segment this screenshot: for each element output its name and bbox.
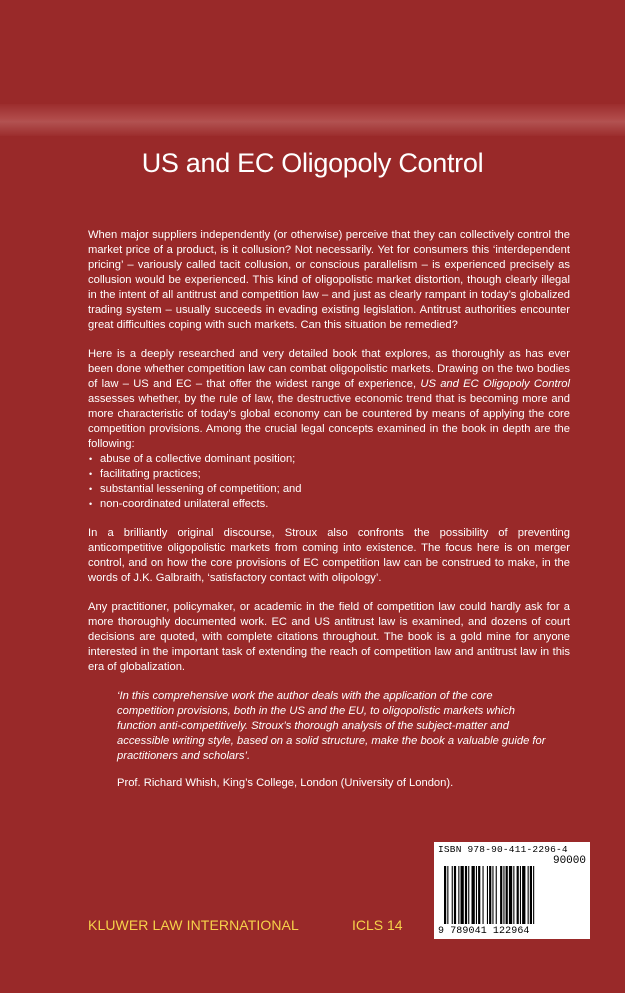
book-title: US and EC Oligopoly Control — [141, 148, 484, 178]
list-item: • non-coordinated unilateral effects. — [88, 497, 570, 512]
publisher-name: KLUWER LAW INTERNATIONAL — [88, 917, 299, 933]
list-item: • abuse of a collective dominant position; — [88, 452, 570, 467]
series-code: ICLS 14 — [352, 917, 403, 933]
list-item: • facilitating practices; — [88, 467, 570, 482]
ean-digits: 9 789041 122964 — [438, 926, 530, 937]
price-code: 90000 — [552, 855, 586, 867]
isbn-barcode — [434, 842, 590, 939]
barcode-bars — [444, 866, 580, 924]
isbn-text: ISBN 978-90-411-2296-4 — [438, 844, 568, 855]
endorsement-attribution: Prof. Richard Whish, King’s College, London (University of London). — [117, 777, 454, 789]
concept-list — [88, 452, 570, 512]
endorsement-quote: ‘In this comprehensive work the author deals with the application of the core competition provisions, both in the US and the EU, to oligopolistic markets which function anti-competitively. Stroux’s thorough analysis of the subject-matter and accessible writing style, based on a solid structure, make the book a valuable guide for practitioners and scholars’. — [117, 690, 546, 762]
paragraph-1: When major suppliers independently (or otherwise) perceive that they can collectively control the market price of a product, is it collusion? Not necessarily. Yet for consumers this ‘interdependent pricing’ – variously called tacit collusion, or conscious parallelism – is experienced precisely as collusion would be experienced. This kind of oligopolistic market distortion, though clearly illegal in the intent of all antitrust and competition law – and just as clearly rampant in today’s globalized trading system – usually succeeds in evading existing legislation. Antitrust authorities encounter great difficulties coping with such markets. Can this situation be remedied? — [88, 229, 570, 331]
book-title-inline: US and EC Oligopoly Control — [420, 378, 570, 390]
paragraph-2 — [88, 347, 570, 452]
blurb — [88, 228, 570, 791]
paragraph-2-rest: assesses whether, by the rule of law, the destructive economic trend that is becoming more and more characteristic of today’s global economy can be countered by means of applying the core competition provisions. Among the crucial legal concepts examined in the book in depth are the following: — [88, 393, 570, 450]
paragraph-4: Any practitioner, policymaker, or academic in the field of competition law could hardly ask for a more thoroughly documented work. EC and US antitrust law is examined, and dozens of court decisions are quoted, with complete citations throughout. The book is a gold mine for anyone interested in the important task of extending the reach of competition law and antitrust law in this era of globalization. — [88, 601, 570, 673]
paragraph-3: In a brilliantly original discourse, Stroux also confronts the possibility of preventing anticompetitive oligopolistic markets from coming into existence. The focus here is on merger control, and on how the core provisions of EC competition law can be construed to make, in the words of J.K. Galbraith, ‘satisfactory contact with olipology’. — [88, 527, 570, 584]
paragraph-2-lead: Here is a deeply researched and very detailed book that explores, as thoroughly as has ever been done whether competition law can combat oligopolistic markets. Drawing on the two bodies of law – US and EC – that offer the widest range of experience, — [88, 348, 570, 390]
list-item: • substantial lessening of competition; and — [88, 482, 570, 497]
header-band — [0, 104, 625, 136]
